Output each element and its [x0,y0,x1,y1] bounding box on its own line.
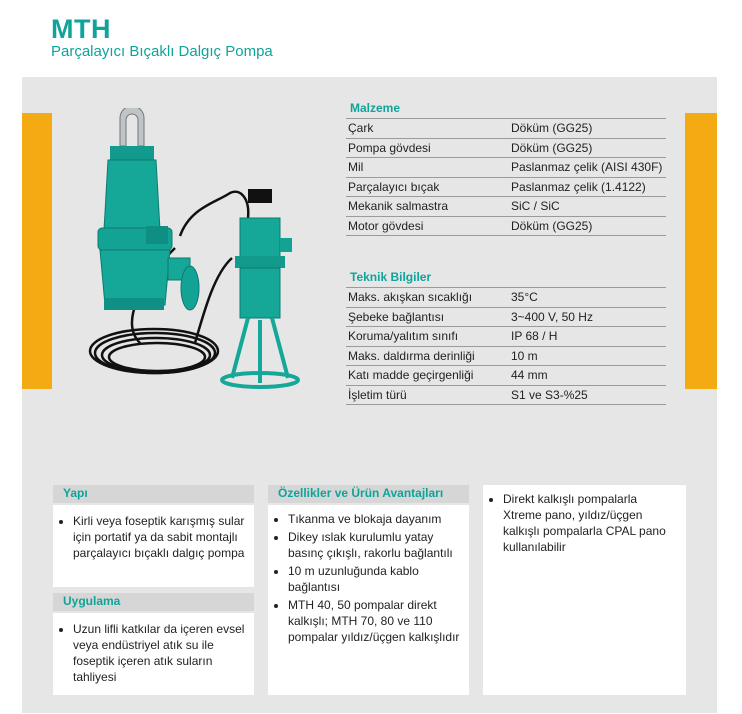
page-title: MTH [51,14,111,44]
table-row [346,119,666,139]
materials-table [346,118,666,236]
table-row [346,307,666,327]
spec-label: Motor gövdesi [346,216,509,236]
spec-value: IP 68 / H [509,327,666,347]
list-item: • 10 m uzunluğunda kablo bağlantısı [288,563,461,595]
spec-value: Paslanmaz çelik (AISI 430F) [509,158,666,178]
pump-product-image [80,108,320,398]
spec-label: Mekanik salmastra [346,197,509,217]
table-row [346,385,666,405]
table-row [346,327,666,347]
table-row [346,158,666,178]
technical-heading: Teknik Bilgiler [350,270,432,284]
spec-label: Pompa gövdesi [346,138,509,158]
spec-label: Şebeke bağlantısı [346,307,509,327]
ozellikler-box [268,505,469,695]
spec-label: Katı madde geçirgenliği [346,366,509,386]
table-row [346,216,666,236]
right-accent-bar [685,113,717,389]
notes-box [483,485,686,695]
left-accent-bar [22,113,52,389]
spec-value: 35°C [509,288,666,308]
table-row [346,177,666,197]
spec-label: Parçalayıcı bıçak [346,177,509,197]
small-pump [222,189,298,387]
table-row [346,138,666,158]
list-item: • Dikey ıslak kurulumlu yatay basınç çıkışlı, rakorlu bağlantılı [288,529,461,561]
table-row [346,366,666,386]
ozellikler-heading: Özellikler ve Ürün Avantajları [268,485,469,503]
spec-label: Maks. akışkan sıcaklığı [346,288,509,308]
uygulama-heading: Uygulama [53,593,254,611]
list-item: • MTH 40, 50 pompalar direkt kalkışlı; MTH 70, 80 ve 110 pompalar yıldız/üçgen kalkışlıdır [288,597,461,645]
page-subtitle: Parçalayıcı Bıçaklı Dalgıç Pompa [51,43,273,60]
table-row [346,288,666,308]
spec-value: Döküm (GG25) [509,138,666,158]
list-item: • Direkt kalkışlı pompalarla Xtreme pano, yıldız/üçgen kalkışlı pompalarla CPAL pano kullanılabilir [503,491,678,555]
uygulama-box [53,613,254,695]
list-item: • Tıkanma ve blokaja dayanım [288,511,461,527]
technical-table [346,287,666,405]
yapi-heading: Yapı [53,485,254,503]
yapi-box [53,505,254,587]
spec-label: Koruma/yalıtım sınıfı [346,327,509,347]
spec-label: Maks. daldırma derinliği [346,346,509,366]
spec-value: 10 m [509,346,666,366]
large-pump [98,108,199,310]
spec-value: Paslanmaz çelik (1.4122) [509,177,666,197]
spec-label: Çark [346,119,509,139]
spec-value: S1 ve S3-%25 [509,385,666,405]
table-row [346,346,666,366]
spec-label: İşletim türü [346,385,509,405]
spec-value: SiC / SiC [509,197,666,217]
spec-value: Döküm (GG25) [509,216,666,236]
table-row [346,197,666,217]
spec-value: 3~400 V, 50 Hz [509,307,666,327]
list-item: • Kirli veya foseptik karışmış sular için portatif ya da sabit montajlı parçalayıcı bıçaklı dalgıç pompa [73,513,246,561]
materials-heading: Malzeme [350,101,401,115]
spec-value: 44 mm [509,366,666,386]
spec-label: Mil [346,158,509,178]
list-item: • Uzun lifli katkılar da içeren evsel veya endüstriyel atık su ile foseptik içeren atık suların tahliyesi [73,621,246,685]
spec-value: Döküm (GG25) [509,119,666,139]
